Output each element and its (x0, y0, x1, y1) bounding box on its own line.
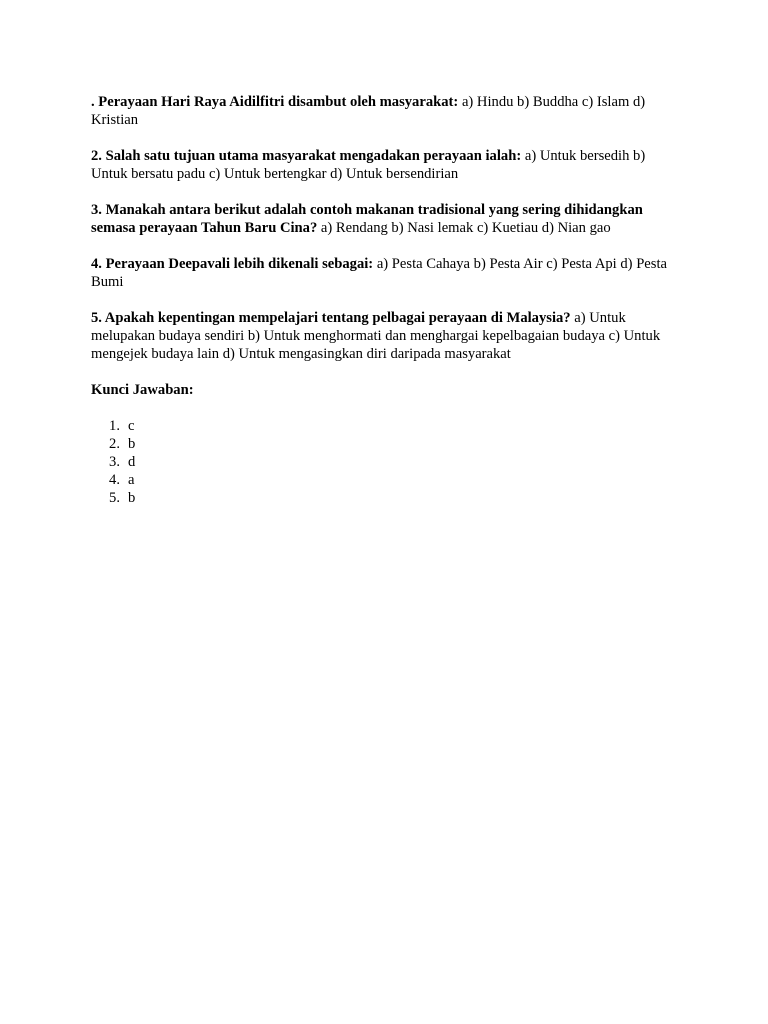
answer-value: b (128, 436, 136, 452)
answer-value: b (128, 490, 136, 506)
question-stem: 3. Manakah antara berikut adalah contoh makanan tradisional yang sering dihidangkan semasa perayaan Tahun Baru Cina? (91, 202, 643, 236)
question-5 (91, 309, 677, 363)
question-options: a) Hindu b) Buddha c) Islam d) Kristian (91, 94, 646, 128)
question-stem: 4. Perayaan Deepavali lebih dikenali sebagai: (91, 256, 374, 272)
answer-number: 1. (109, 418, 120, 434)
list-item (91, 471, 677, 489)
answer-value: c (128, 418, 135, 434)
answer-value: a (128, 472, 135, 488)
question-3 (91, 201, 677, 237)
question-1 (91, 93, 677, 129)
list-item (91, 417, 677, 435)
question-4 (91, 255, 677, 291)
list-item (91, 489, 677, 507)
list-item (91, 435, 677, 453)
question-2 (91, 147, 677, 183)
answer-number: 3. (109, 454, 120, 470)
question-options: a) Untuk melupakan budaya sendiri b) Untuk menghormati dan menghargai kepelbagaian budaya c) Untuk mengejek budaya lain d) Untuk mengasingkan diri daripada masyarakat (91, 310, 661, 362)
question-stem: 2. Salah satu tujuan utama masyarakat mengadakan perayaan ialah: (91, 148, 522, 164)
question-options: a) Pesta Cahaya b) Pesta Air c) Pesta Api d) Pesta Bumi (91, 256, 667, 290)
answer-value: d (128, 454, 136, 470)
question-stem: 5. Apakah kepentingan mempelajari tentang pelbagai perayaan di Malaysia? (91, 310, 571, 326)
document-page (91, 93, 677, 507)
answer-key-list (91, 417, 677, 507)
answer-key-heading: Kunci Jawaban: (91, 382, 194, 398)
question-stem: . Perayaan Hari Raya Aidilfitri disambut oleh masyarakat: (91, 94, 459, 110)
question-options: a) Rendang b) Nasi lemak c) Kuetiau d) Nian gao (320, 220, 611, 236)
answer-number: 5. (109, 490, 120, 506)
answer-number: 4. (109, 472, 120, 488)
list-item (91, 453, 677, 471)
question-options: a) Untuk bersedih b) Untuk bersatu padu c) Untuk bertengkar d) Untuk bersendirian (91, 148, 646, 182)
answer-number: 2. (109, 436, 120, 452)
